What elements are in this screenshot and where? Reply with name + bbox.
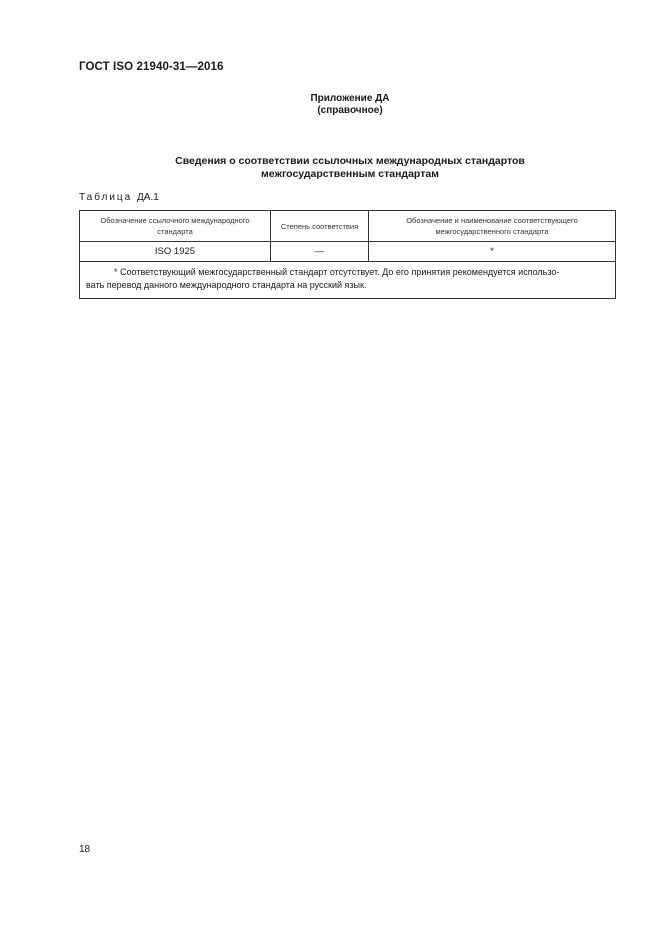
document-id: ГОСТ ISO 21940-31—2016 bbox=[79, 61, 224, 73]
table-caption bbox=[79, 192, 159, 203]
footnote-line-1: * Соответствующий межгосударственный стандарт отсутствует. До его принятия рекомендуется использо- bbox=[114, 267, 560, 277]
table-caption-number: ДА.1 bbox=[137, 192, 159, 203]
column-header-national-standard: Обозначение и наименование соответствующего межгосударственного стандарта bbox=[369, 211, 616, 242]
annex-heading bbox=[0, 93, 661, 117]
section-title-line-1: Сведения о соответствии ссылочных международных стандартов bbox=[175, 155, 525, 167]
footnote-line-2: вать перевод данного международного стандарта на русский язык. bbox=[86, 280, 367, 290]
cell-national-standard: * bbox=[369, 242, 616, 262]
page-number: 18 bbox=[79, 844, 91, 855]
table-header-row bbox=[80, 211, 616, 242]
reference-standards-table bbox=[79, 210, 616, 299]
cell-degree: — bbox=[271, 242, 369, 262]
table-footnote bbox=[80, 262, 616, 299]
section-title bbox=[0, 155, 661, 181]
annex-title: Приложение ДА bbox=[310, 93, 390, 104]
table-row bbox=[80, 242, 616, 262]
table-caption-word: Таблица bbox=[79, 192, 133, 203]
section-title-line-2: межгосударственным стандартам bbox=[261, 168, 439, 180]
column-header-international-standard: Обозначение ссылочного международного стандарта bbox=[80, 211, 271, 242]
annex-subtitle: (справочное) bbox=[317, 105, 383, 116]
table-footnote-row bbox=[80, 262, 616, 299]
cell-international-standard: ISO 1925 bbox=[80, 242, 271, 262]
column-header-degree: Степень соответствия bbox=[271, 211, 369, 242]
